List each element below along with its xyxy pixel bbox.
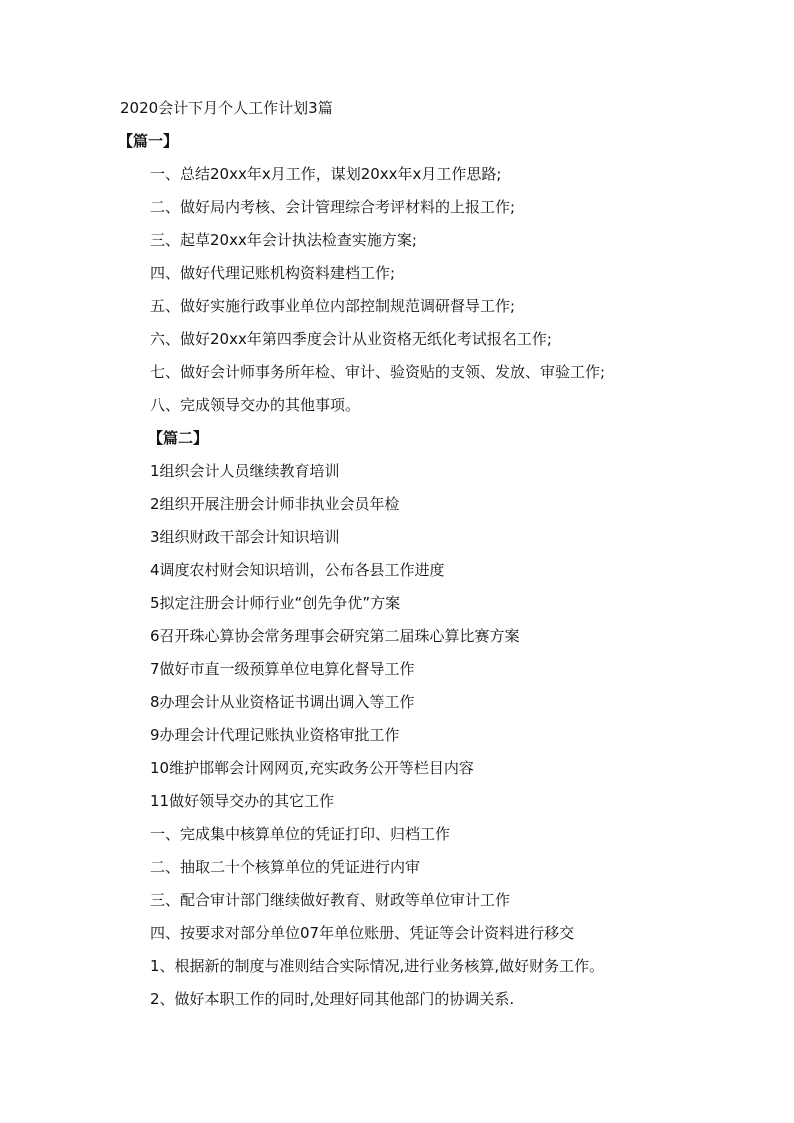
section2-item: 8办理会计从业资格证书调出调入等工作 [150,693,415,711]
section2-item: 二、抽取二十个核算单位的凭证进行内审 [150,858,421,876]
section1-item: 五、做好实施行政事业单位内部控制规范调研督导工作; [150,297,516,315]
document-title: 2020会计下月个人工作计划3篇 [120,99,333,117]
section2-item: 3组织财政干部会计知识培训 [150,528,340,546]
section1-item: 六、做好20xx年第四季度会计从业资格无纸化考试报名工作; [150,330,552,348]
section2-item: 5拟定注册会计师行业“创先争优”方案 [150,594,401,612]
section1-item: 八、完成领导交办的其他事项。 [150,396,361,414]
section1-item: 七、做好会计师事务所年检、审计、验资贴的支领、发放、审验工作; [150,363,606,381]
section2-item: 1组织会计人员继续教育培训 [150,462,340,480]
section2-item: 1、根据新的制度与准则结合实际情况,进行业务核算,做好财务工作。 [150,957,605,975]
section1-item: 四、做好代理记账机构资料建档工作; [150,264,396,282]
section2-item: 四、按要求对部分单位07年单位账册、凭证等会计资料进行移交 [150,924,575,942]
section2-item: 一、完成集中核算单位的凭证打印、归档工作 [150,825,451,843]
section2-item: 4调度农村财会知识培训，公布各县工作进度 [150,561,445,579]
section2-item: 2、做好本职工作的同时,处理好同其他部门的协调关系. [150,990,515,1008]
section2-item: 11做好领导交办的其它工作 [150,792,335,810]
section-heading-1: 【篇一】 [118,132,179,150]
section2-item: 6召开珠心算协会常务理事会研究第二届珠心算比赛方案 [150,627,520,645]
section1-item: 二、做好局内考核、会计管理综合考评材料的上报工作; [150,198,516,216]
section2-item: 10维护邯郸会计网网页,充实政务公开等栏目内容 [150,759,474,777]
section2-item: 9办理会计代理记账执业资格审批工作 [150,726,400,744]
section2-item: 7做好市直一级预算单位电算化督导工作 [150,660,415,678]
section-heading-2: 【篇二】 [148,429,209,447]
section2-item: 2组织开展注册会计师非执业会员年检 [150,495,400,513]
section1-item: 一、总结20xx年x月工作，谋划20xx年x月工作思路; [150,165,502,183]
section1-item: 三、起草20xx年会计执法检查实施方案; [150,231,417,249]
section2-item: 三、配合审计部门继续做好教育、财政等单位审计工作 [150,891,511,909]
